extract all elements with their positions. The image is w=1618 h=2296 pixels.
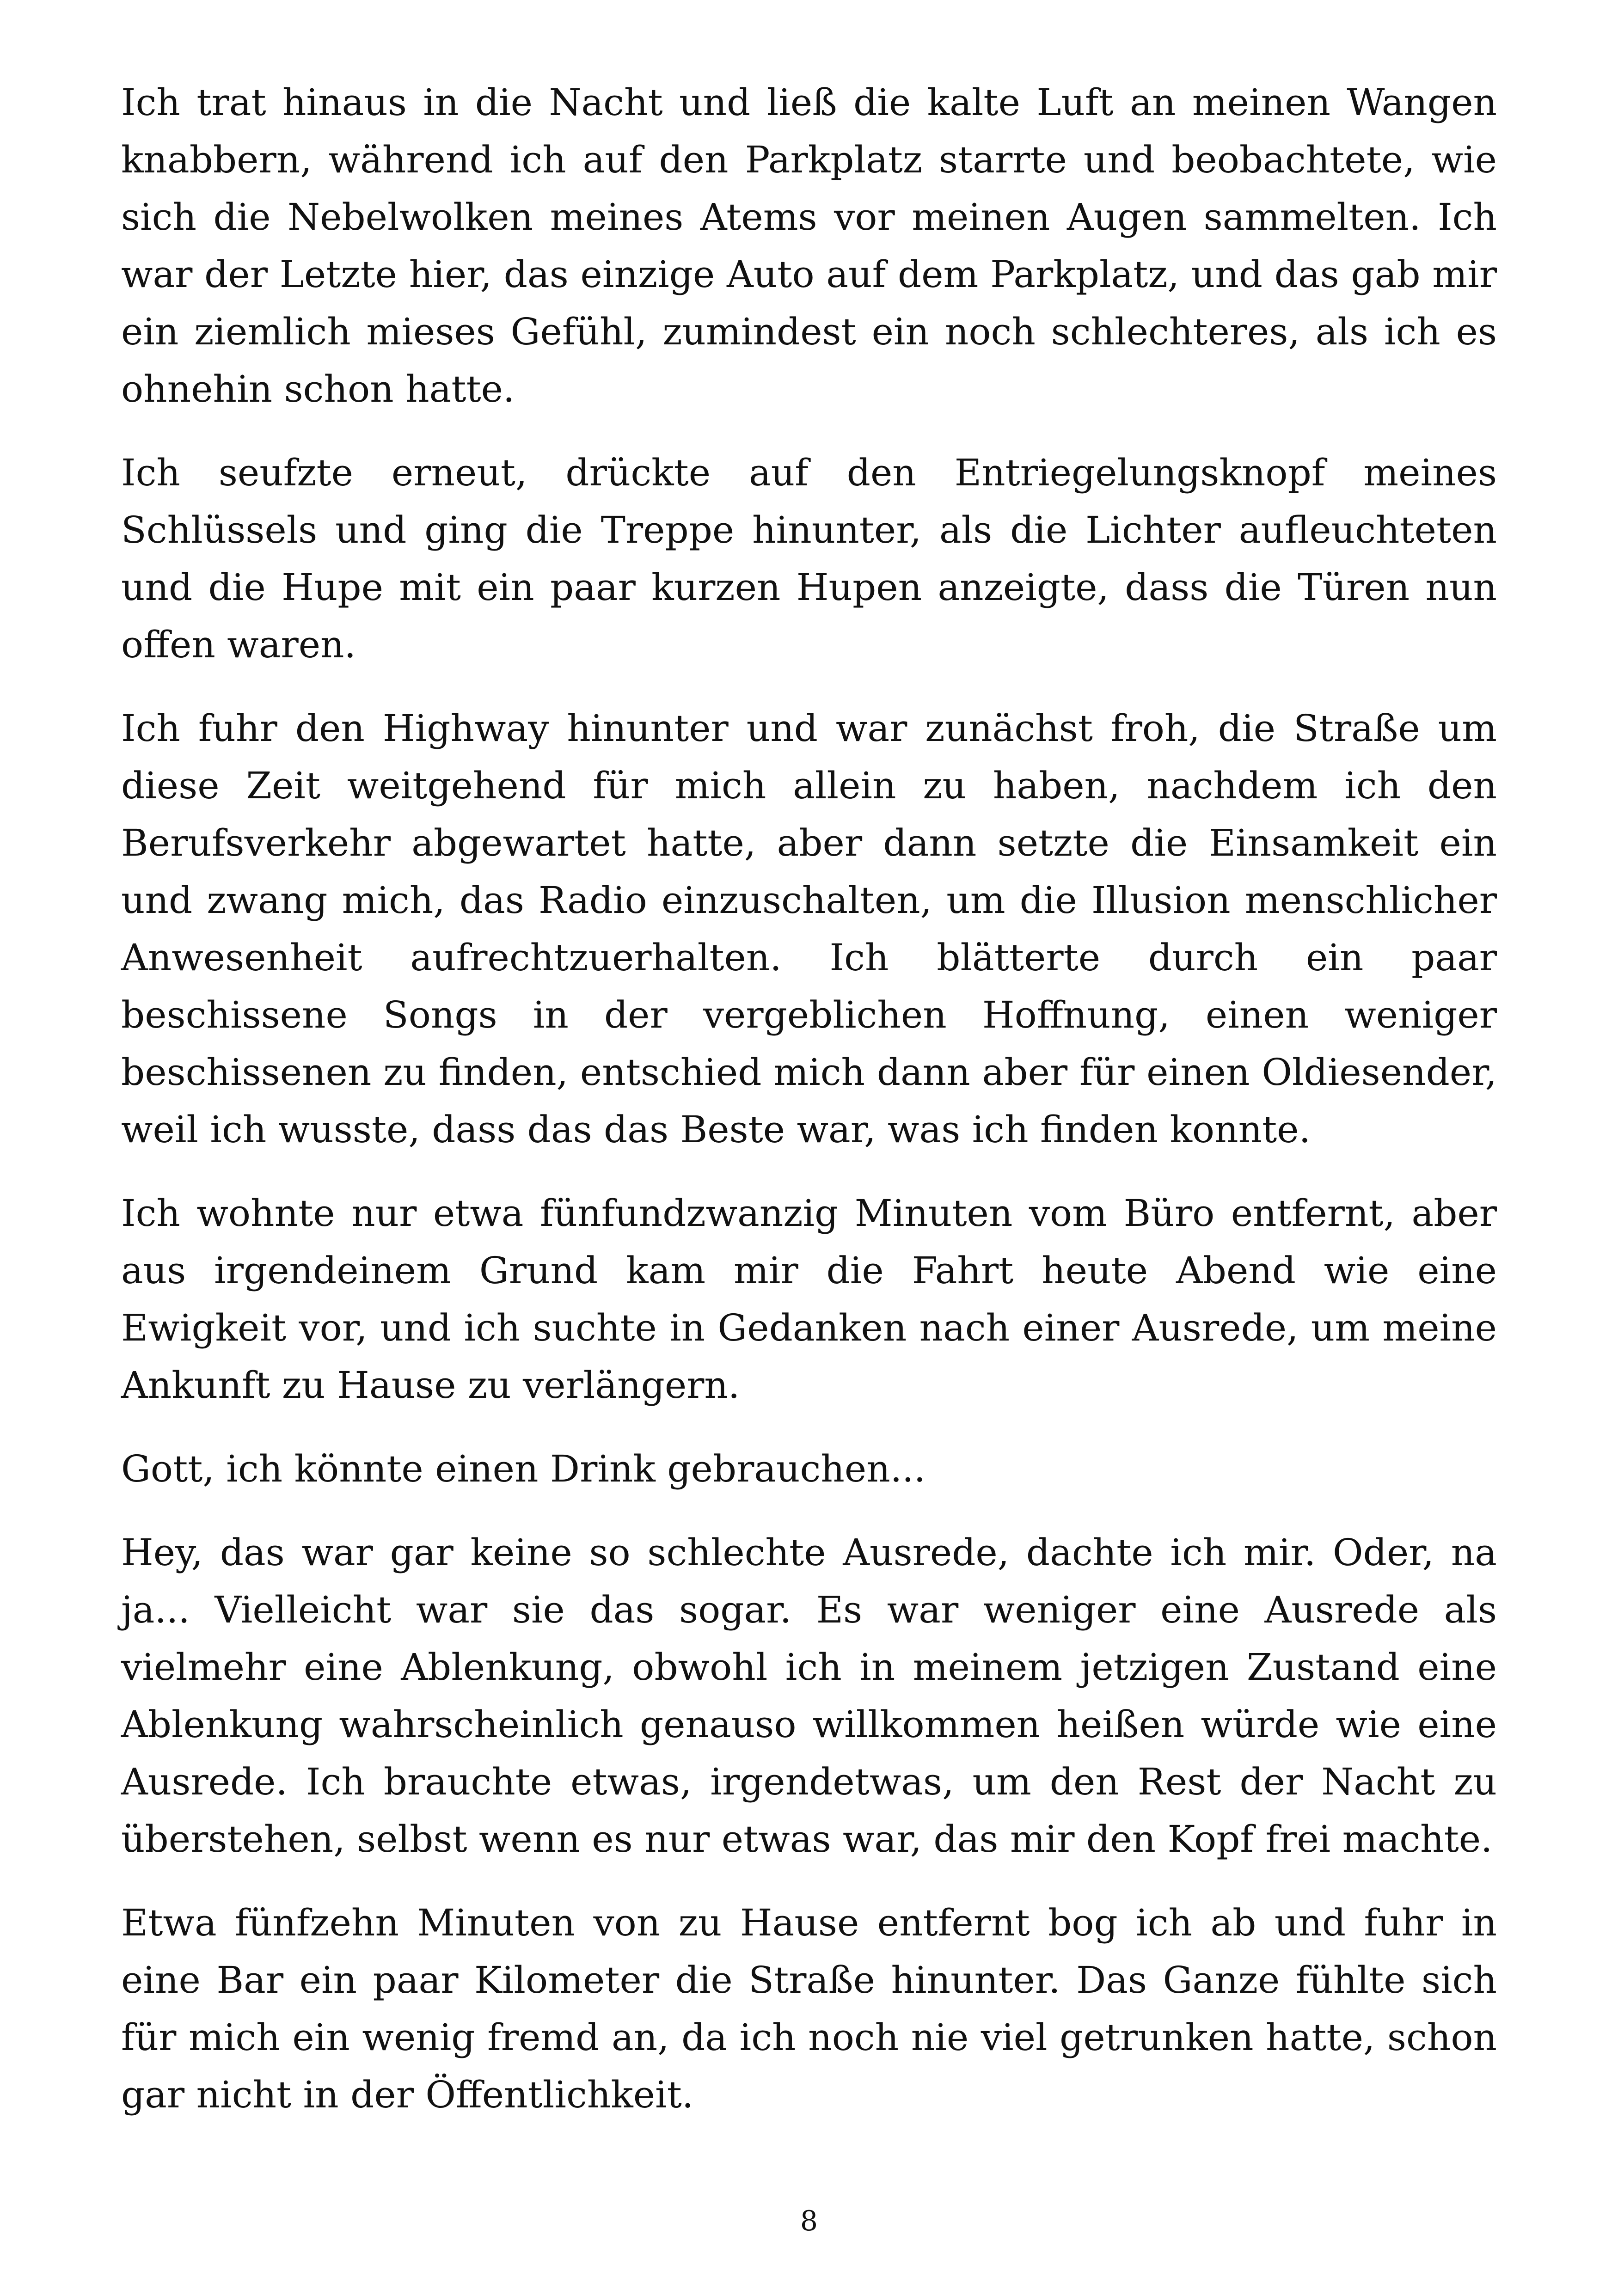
paragraph-4: Ich wohnte nur etwa fünfundzwanzig Minuten vom Büro entfernt, aber aus irgendeinem Grund kam mir die Fahrt heute Abend wie eine Ewigkeit vor, und ich suchte in Gedanken nach einer Ausrede, um meine Ankunft zu Hause zu verlängern. bbox=[121, 1192, 1497, 1407]
paragraph-2: Ich seufzte erneut, drückte auf den Entriegelungsknopf meines Schlüssels und ging die Treppe hinunter, als die Lichter aufleuchteten und die Hupe mit ein paar kurzen Hupen anzeigte, dass die Türen nun offen waren. bbox=[121, 451, 1497, 666]
paragraph-6: Hey, das war gar keine so schlechte Ausrede, dachte ich mir. Oder, na ja... Vielleicht war sie das sogar. Es war weniger eine Ausrede als vielmehr eine Ablenkung, obwohl ich in meinem jetzigen Zustand eine Ablenkung wahrscheinlich genauso willkommen heißen würde wie eine Ausrede. Ich brauchte etwas, irgendetwas, um den Rest der Nacht zu überstehen, selbst wenn es nur etwas war, das mir den Kopf frei machte. bbox=[121, 1531, 1497, 1861]
paragraph-7: Etwa fünfzehn Minuten von zu Hause entfernt bog ich ab und fuhr in eine Bar ein paar Kilometer die Straße hinunter. Das Ganze fühlte sich für mich ein wenig fremd an, da ich noch nie viel getrunken hatte, schon gar nicht in der Öffentlichkeit. bbox=[121, 1901, 1497, 2116]
paragraph-3: Ich fuhr den Highway hinunter und war zunächst froh, die Straße um diese Zeit weitgehend für mich allein zu haben, nachdem ich den Berufsverkehr abgewartet hatte, aber dann setzte die Einsamkeit ein und zwang mich, das Radio einzuschalten, um die Illusion menschlicher Anwesenheit aufrechtzuerhalten. Ich blätterte durch ein paar beschissene Songs in der vergeblichen Hoffnung, einen weniger beschissenen zu finden, entschied mich dann aber für einen Oldiesender, weil ich wusste, dass das das Beste war, was ich finden konnte. bbox=[121, 707, 1497, 1151]
paragraph-1: Ich trat hinaus in die Nacht und ließ die kalte Luft an meinen Wangen knabbern, während ich auf den Parkplatz starrte und beobachtete, wie sich die Nebelwolken meines Atems vor meinen Augen sammelten. Ich war der Letzte hier, das einzige Auto auf dem Parkplatz, und das gab mir ein ziemlich mieses Gefühl, zumindest ein noch schlechteres, als ich es ohnehin schon hatte. bbox=[121, 81, 1497, 410]
paragraph-5: Gott, ich könnte einen Drink gebrauchen... bbox=[121, 1447, 926, 1490]
document-page bbox=[121, 74, 1497, 2150]
page-number: 8 bbox=[800, 2205, 818, 2237]
